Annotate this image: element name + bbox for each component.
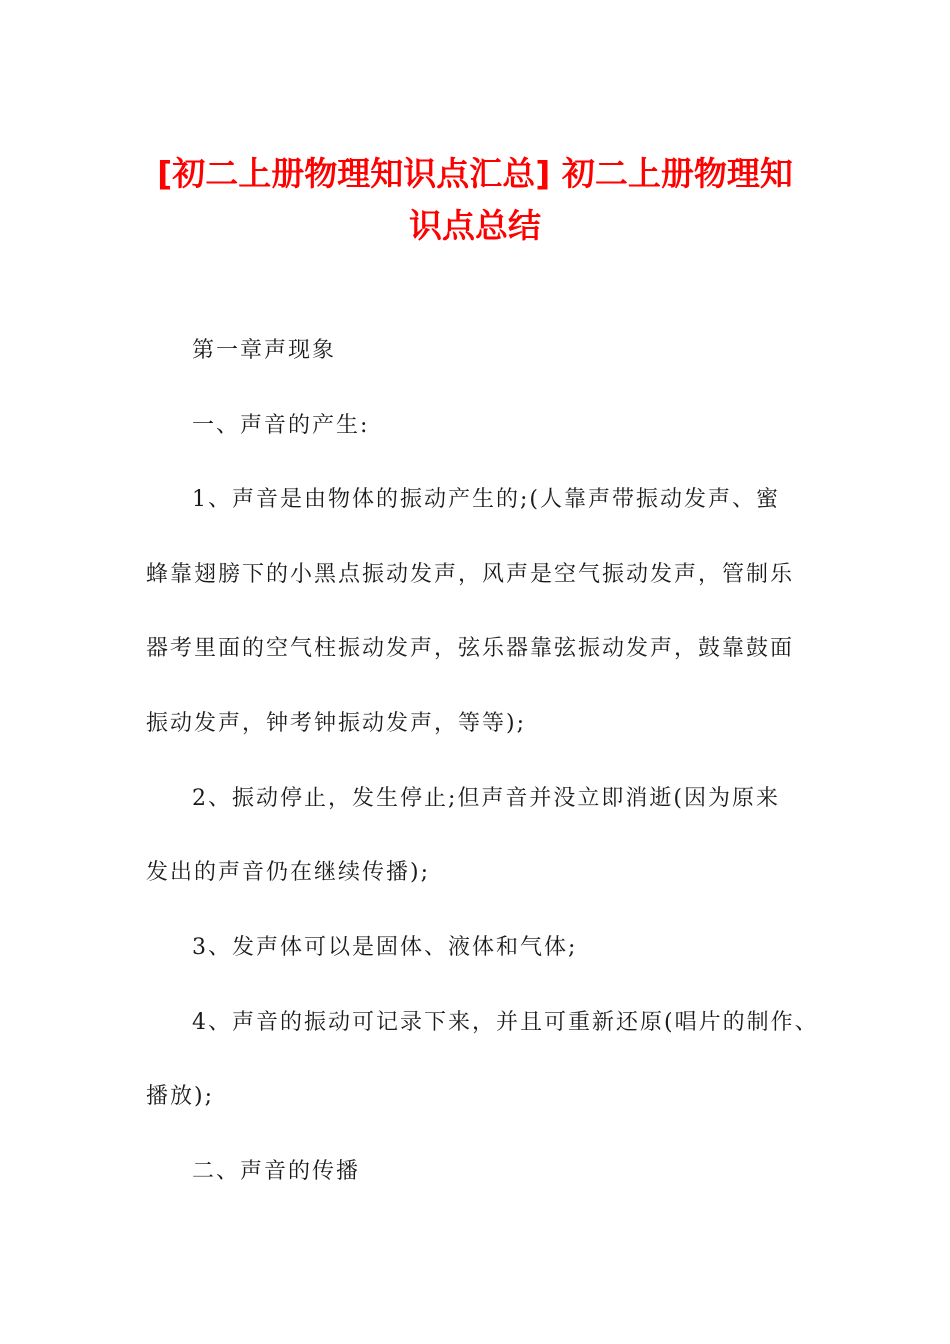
paragraph-line: 2、振动停止，发生停止;但声音并没立即消逝(因为原来 [192, 786, 780, 811]
section-heading-sound-propagation: 二、声音的传播 [192, 1159, 361, 1184]
paragraph-line: 1、声音是由物体的振动产生的;(人靠声带振动发声、蜜 [192, 487, 780, 512]
chapter-heading: 第一章声现象 [192, 338, 337, 363]
paragraph-line: 3、发声体可以是固体、液体和气体; [192, 935, 578, 960]
section-heading-sound-production: 一、声音的产生: [192, 413, 370, 438]
title-line-2: 识点总结 [409, 206, 541, 245]
paragraph-line: 发出的声音仍在继续传播); [146, 860, 430, 885]
paragraph-line: 器考里面的空气柱振动发声，弦乐器靠弦振动发声，鼓靠鼓面 [146, 636, 795, 661]
paragraph-line: 振动发声，钟考钟振动发声，等等); [146, 711, 526, 736]
paragraph-line: 4、声音的振动可记录下来，并且可重新还原(唱片的制作、 [192, 1010, 819, 1035]
title-line-1: [初二上册物理知识点汇总] 初二上册物理知 [157, 154, 793, 193]
document-title [130, 148, 820, 252]
paragraph-line: 蜂靠翅膀下的小黑点振动发声，风声是空气振动发声，管制乐 [146, 562, 795, 587]
paragraph-line: 播放); [146, 1084, 214, 1109]
